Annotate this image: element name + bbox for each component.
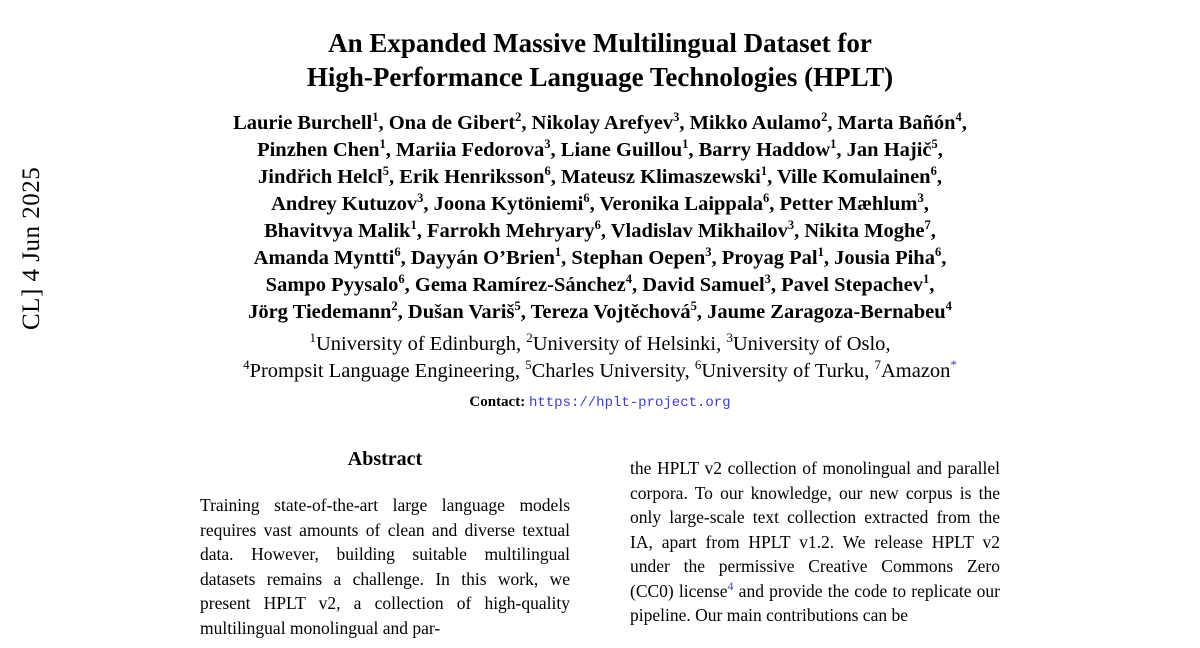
author-name: Bhavitvya Malik [264,220,411,242]
author-affiliation-marker: 6 [934,245,942,260]
affiliation-index: 5 [525,357,532,373]
abstract-text: Training state-of-the-art large language models requires vast amounts of clean and diverse textual data. However, building suitable multilingual datasets remains a challenge. In this work, we present HPLT v2, a collection of high-quality multilingual monolingual and par- [200,495,570,638]
author-affiliation-marker: 5 [931,137,938,152]
affiliation-index: 1 [309,330,316,346]
author-affiliation-marker: 2 [821,110,828,125]
contact-url-link[interactable]: https://hplt-project.org [528,395,731,411]
right-text-part-2: and provide the code to replicate our pipeline. Our main contributions can be [630,580,1001,625]
author-affiliation-marker: 1 [760,164,768,179]
author-affiliation-marker: 3 [544,137,551,152]
author-affiliation-marker: 6 [398,272,405,287]
author-name: Andrey Kutuzov [271,193,418,215]
author-affiliation-marker: 5 [690,299,697,314]
author-name: Veronika Laippala [599,193,764,215]
author-affiliation-marker: 1 [372,110,379,125]
affiliation-name: Prompsit Language Engineering [249,360,515,382]
author-affiliation-marker: 4 [945,299,952,314]
affiliation-index: 2 [526,330,533,346]
author-name: Ona de Gibert [388,112,516,134]
author-name: Liane Guillou [560,139,683,161]
author-list [170,110,1030,326]
title-line-2: High-Performance Language Technologies (HPLT) [306,62,894,92]
author-affiliation-marker: 3 [917,191,924,206]
author-affiliation-marker: 5 [382,164,389,179]
affiliation-name: University of Helsinki [532,333,717,355]
author-line: Jörg Tiedemann$^2$, Dušan Variš$^5$, Tereza Vojtěchová$^5$, Jaume Zaragoza-Bernabeu$^4$ [248,299,952,323]
author-affiliation-marker: 1 [379,137,386,152]
author-affiliation-marker: 3 [764,272,771,287]
author-affiliation-marker: 6 [594,218,601,233]
author-name: Nikolay Arefyev [531,112,674,134]
author-affiliation-marker: 1 [922,272,930,287]
author-affiliation-marker: 1 [817,245,824,260]
affiliation-line: $^4$Prompsit Language Engineering, $^5$Charles University, $^6$University of Turku, $^7$Amazon* [243,357,957,382]
right-column-text [630,456,1000,628]
author-affiliation-marker: 3 [417,191,424,206]
author-affiliation-marker: 1 [830,137,837,152]
author-name: Dušan Variš [407,301,515,323]
affiliation-index: 4 [243,357,250,373]
author-affiliation-marker: 1 [554,245,562,260]
author-name: Mariia Fedorova [396,139,545,161]
author-name: Pavel Stepachev [781,274,923,296]
right-text-part-1: the HPLT v2 collection of monolingual and parallel corpora. To our knowledge, our new corpus is the only large-scale text collection extracted from the IA, apart from HPLT v1.2. We release HPLT v2 under the permissive Creative Commons Zero (CC0) license [630,458,1000,601]
title-line-1: An Expanded Massive Multilingual Dataset for [328,28,872,58]
right-column [630,448,1000,640]
affiliation-index: 7 [874,357,881,373]
author-affiliation-marker: 2 [391,299,398,314]
affiliation-name: Amazon [880,360,951,382]
author-affiliation-marker: 5 [514,299,521,314]
author-name: Jousia Piha [834,247,935,269]
author-affiliation-marker: 3 [787,218,795,233]
affiliation-footnote-star[interactable]: * [950,357,957,373]
affiliation-name: University of Edinburgh [315,333,516,355]
author-affiliation-marker: 6 [930,164,937,179]
affiliation-line: $^1$University of Edinburgh, $^2$University of Helsinki, $^3$University of Oslo, [309,330,891,355]
affiliation-name: Charles University [531,360,685,382]
author-name: Laurie Burchell [233,112,373,134]
affiliation-name: University of Turku [701,360,865,382]
author-affiliation-marker: 7 [924,218,931,233]
author-affiliation-marker: 1 [410,218,417,233]
contact-label: Contact: [469,394,526,410]
author-line: Andrey Kutuzov$^3$, Joona Kytöniemi$^6$, Veronika Laippala$^6$, Petter Mæhlum$^3$, [271,191,929,215]
author-name: David Samuel [642,274,765,296]
author-name: Proyag Pal [721,247,818,269]
author-affiliation-marker: 1 [682,137,689,152]
author-line: Bhavitvya Malik$^1$, Farrokh Mehryary$^6$, Vladislav Mikhailov$^3$, Nikita Moghe$^7$, [264,218,936,242]
two-column-body [0,448,1200,640]
author-line: Sampo Pyysalo$^6$, Gema Ramírez-Sánchez$^4$, David Samuel$^3$, Pavel Stepachev$^1$, [265,272,935,296]
author-line: Jindřich Helcl$^5$, Erik Henriksson$^6$, Mateusz Klimaszewski$^1$, Ville Komulainen$^6$, [258,164,942,188]
author-name: Mateusz Klimaszewski [561,166,761,188]
author-affiliation-marker: 6 [544,164,551,179]
author-name: Pinzhen Chen [257,139,380,161]
page-title [150,26,1050,94]
author-affiliation-marker: 3 [705,245,712,260]
footnote-marker-4[interactable]: 4 [727,578,734,593]
author-name: Sampo Pyysalo [265,274,399,296]
author-affiliation-marker: 6 [394,245,401,260]
author-line: Pinzhen Chen$^1$, Mariia Fedorova$^3$, Liane Guillou$^1$, Barry Haddow$^1$, Jan Hajič$^5$, [257,137,943,161]
author-affiliation-marker: 3 [673,110,680,125]
author-name: Gema Ramírez-Sánchez [414,274,626,296]
author-name: Ville Komulainen [777,166,931,188]
affiliation-index: 6 [694,357,702,373]
author-name: Nikita Moghe [804,220,925,242]
author-name: Vladislav Mikhailov [610,220,788,242]
author-line: Amanda Myntti$^6$, Dayyán O’Brien$^1$, Stephan Oepen$^3$, Proyag Pal$^1$, Jousia Piha$^6$, [253,245,947,269]
author-name: Dayyán O’Brien [410,247,555,269]
author-affiliation-marker: 4 [955,110,962,125]
author-affiliation-marker: 6 [763,191,770,206]
arxiv-vertical-stamp: CL] 4 Jun 2025 [18,166,45,330]
author-affiliation-marker: 4 [625,272,632,287]
abstract-heading: Abstract [347,448,423,470]
author-name: Mikko Aulamo [689,112,822,134]
author-name: Jörg Tiedemann [248,301,392,323]
author-name: Tereza Vojtěchová [530,301,691,323]
author-name: Amanda Myntti [253,247,395,269]
abstract-column [200,448,570,640]
contact-line [0,394,1200,411]
author-name: Erik Henriksson [399,166,545,188]
author-name: Joona Kytöniemi [433,193,584,215]
author-name: Farrokh Mehryary [426,220,595,242]
author-name: Petter Mæhlum [779,193,918,215]
author-affiliation-marker: 6 [583,191,590,206]
affiliation-list [150,331,1050,385]
author-name: Jaume Zaragoza-Bernabeu [707,301,946,323]
author-name: Jan Hajič [846,139,932,161]
author-affiliation-marker: 2 [515,110,522,125]
author-name: Jindřich Helcl [258,166,383,188]
author-name: Barry Haddow [698,139,831,161]
author-line: Laurie Burchell$^1$, Ona de Gibert$^2$, Nikolay Arefyev$^3$, Mikko Aulamo$^2$, Marta Bañón$^4$, [233,110,967,134]
author-name: Stephan Oepen [571,247,706,269]
affiliation-name: University of Oslo [732,333,886,355]
author-name: Marta Bañón [837,112,956,134]
affiliation-index: 3 [726,330,733,346]
